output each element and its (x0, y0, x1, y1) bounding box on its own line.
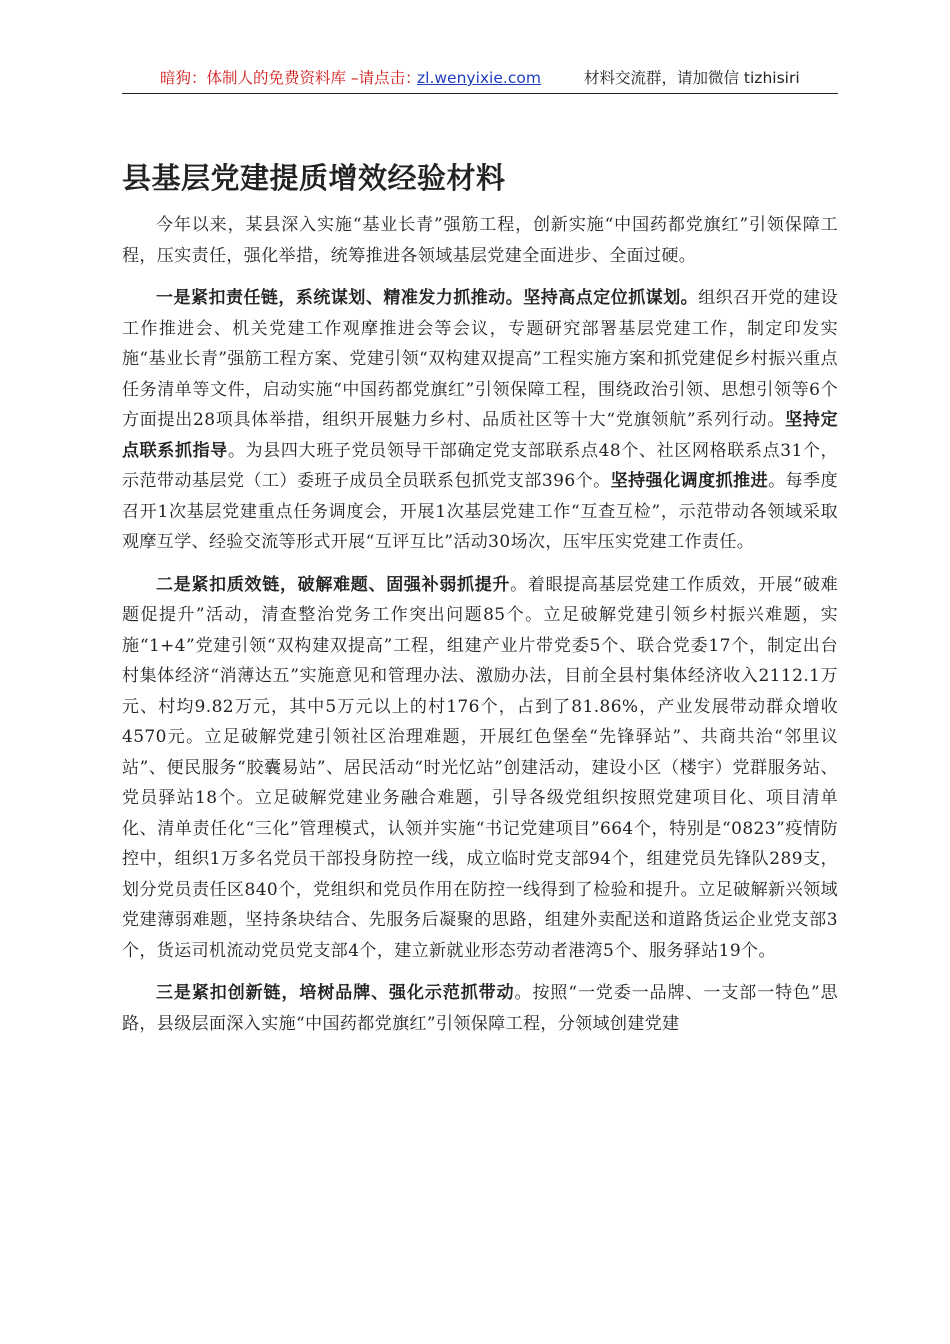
header-note: 材料交流群，请加微信 tizhisiri (584, 69, 800, 87)
p2-text: 。着眼提高基层党建工作质效，开展“破难题促提升”活动，清查整治党务工作突出问题85个。立足破解党建引领乡村振兴难题，实施“1+4”党建引领“双构建双提高”工程，组建产业片带党委5个、联合党委17个，制定出台村集体经济“消薄达五”实施意见和管理办法、激励办法，目前全县村集体经济收入2112.1万元、村均9.82万元，其中5万元以上的村176个，占到了81.86%，产业发展带动群众增收4570元。立足破解党建引领社区治理难题，开展红色堡垒“先锋驿站”、共商共治“邻里议站”、便民服务“胶囊易站”、居民活动“时光忆站”创建活动，建设小区（楼宇）党群服务站、党员驿站18个。立足破解党建业务融合难题，引导各级党组织按照党建项目化、项目清单化、清单责任化“三化”管理模式，认领并实施“书记党建项目”664个，特别是“0823”疫情防控中，组织1万多名党员干部投身防控一线，成立临时党支部94个，组建党员先锋队289支，划分党员责任区840个，党组织和党员作用在防控一线得到了检验和提升。立足破解新兴领域党建薄弱难题，坚持条块结合、先服务后凝聚的思路，组建外卖配送和道路货运企业党支部3个，货运司机流动党员党支部4个，建立新就业形态劳动者港湾5个、服务驿站19个。 (122, 574, 839, 961)
paragraph-1 (122, 283, 838, 558)
intro-paragraph: 今年以来，某县深入实施“基业长青”强筋工程，创新实施“中国药都党旗红”引领保障工程，压实责任，强化举措，统筹推进各领域基层党建全面进步、全面过硬。 (122, 215, 838, 266)
p3-text: 。按照“一党委一品牌、一支部一特色”思路，县级层面深入实施“中国药都党旗红”引领保障工程，分领域创建党建 (122, 983, 839, 1034)
paragraph-3 (122, 978, 838, 1039)
p1-subheading-1: 坚持高点定位抓谋划。 (523, 288, 699, 308)
p3-heading: 三是紧扣创新链，培树品牌、强化示范抓带动 (156, 983, 515, 1003)
document-body (122, 210, 838, 1051)
p1-text-3: 。每季度召开1次基层党建重点任务调度会，开展1次基层党建工作“互查互检”，示范带动各领域采取观摩互学、经验交流等形式开展“互评互比”活动30场次，压牢压实党建工作责任。 (122, 471, 838, 552)
p1-text-2: 。为县四大班子党员领导干部确定党支部联系点48个、社区网格联系点31个，示范带动基层党（工）委班子成员全员联系包抓党支部396个。 (122, 440, 838, 491)
page-header (122, 66, 838, 94)
header-link[interactable]: zl.wenyixie.com (417, 69, 541, 87)
p1-subheading-3: 坚持强化调度抓推进 (610, 471, 769, 491)
document-title: 县基层党建提质增效经验材料 (122, 161, 506, 195)
p2-heading: 二是紧扣质效链，破解难题、固强补弱抓提升 (156, 574, 511, 595)
header-brand: 暗狗：体制人的免费资料库 –请点击： (160, 69, 421, 87)
p1-subheading-2: 坚持定点联系抓指导 (122, 410, 838, 461)
p1-heading: 一是紧扣责任链，系统谋划、精准发力抓推动。 (156, 288, 524, 308)
paragraph-2 (122, 570, 838, 967)
p1-text-1: 组织召开党的建设工作推进会、机关党建工作观摩推进会等会议，专题研究部署基层党建工作，制定印发实施“基业长青”强筋工程方案、党建引领“双构建双提高”工程实施方案和抓党建促乡村振兴重点任务清单等文件，启动实施“中国药都党旗红”引领保障工程，围绕政治引领、思想引领等6个方面提出28项具体举措，组织开展魅力乡村、品质社区等十大“党旗领航”系列行动。 (122, 288, 839, 430)
